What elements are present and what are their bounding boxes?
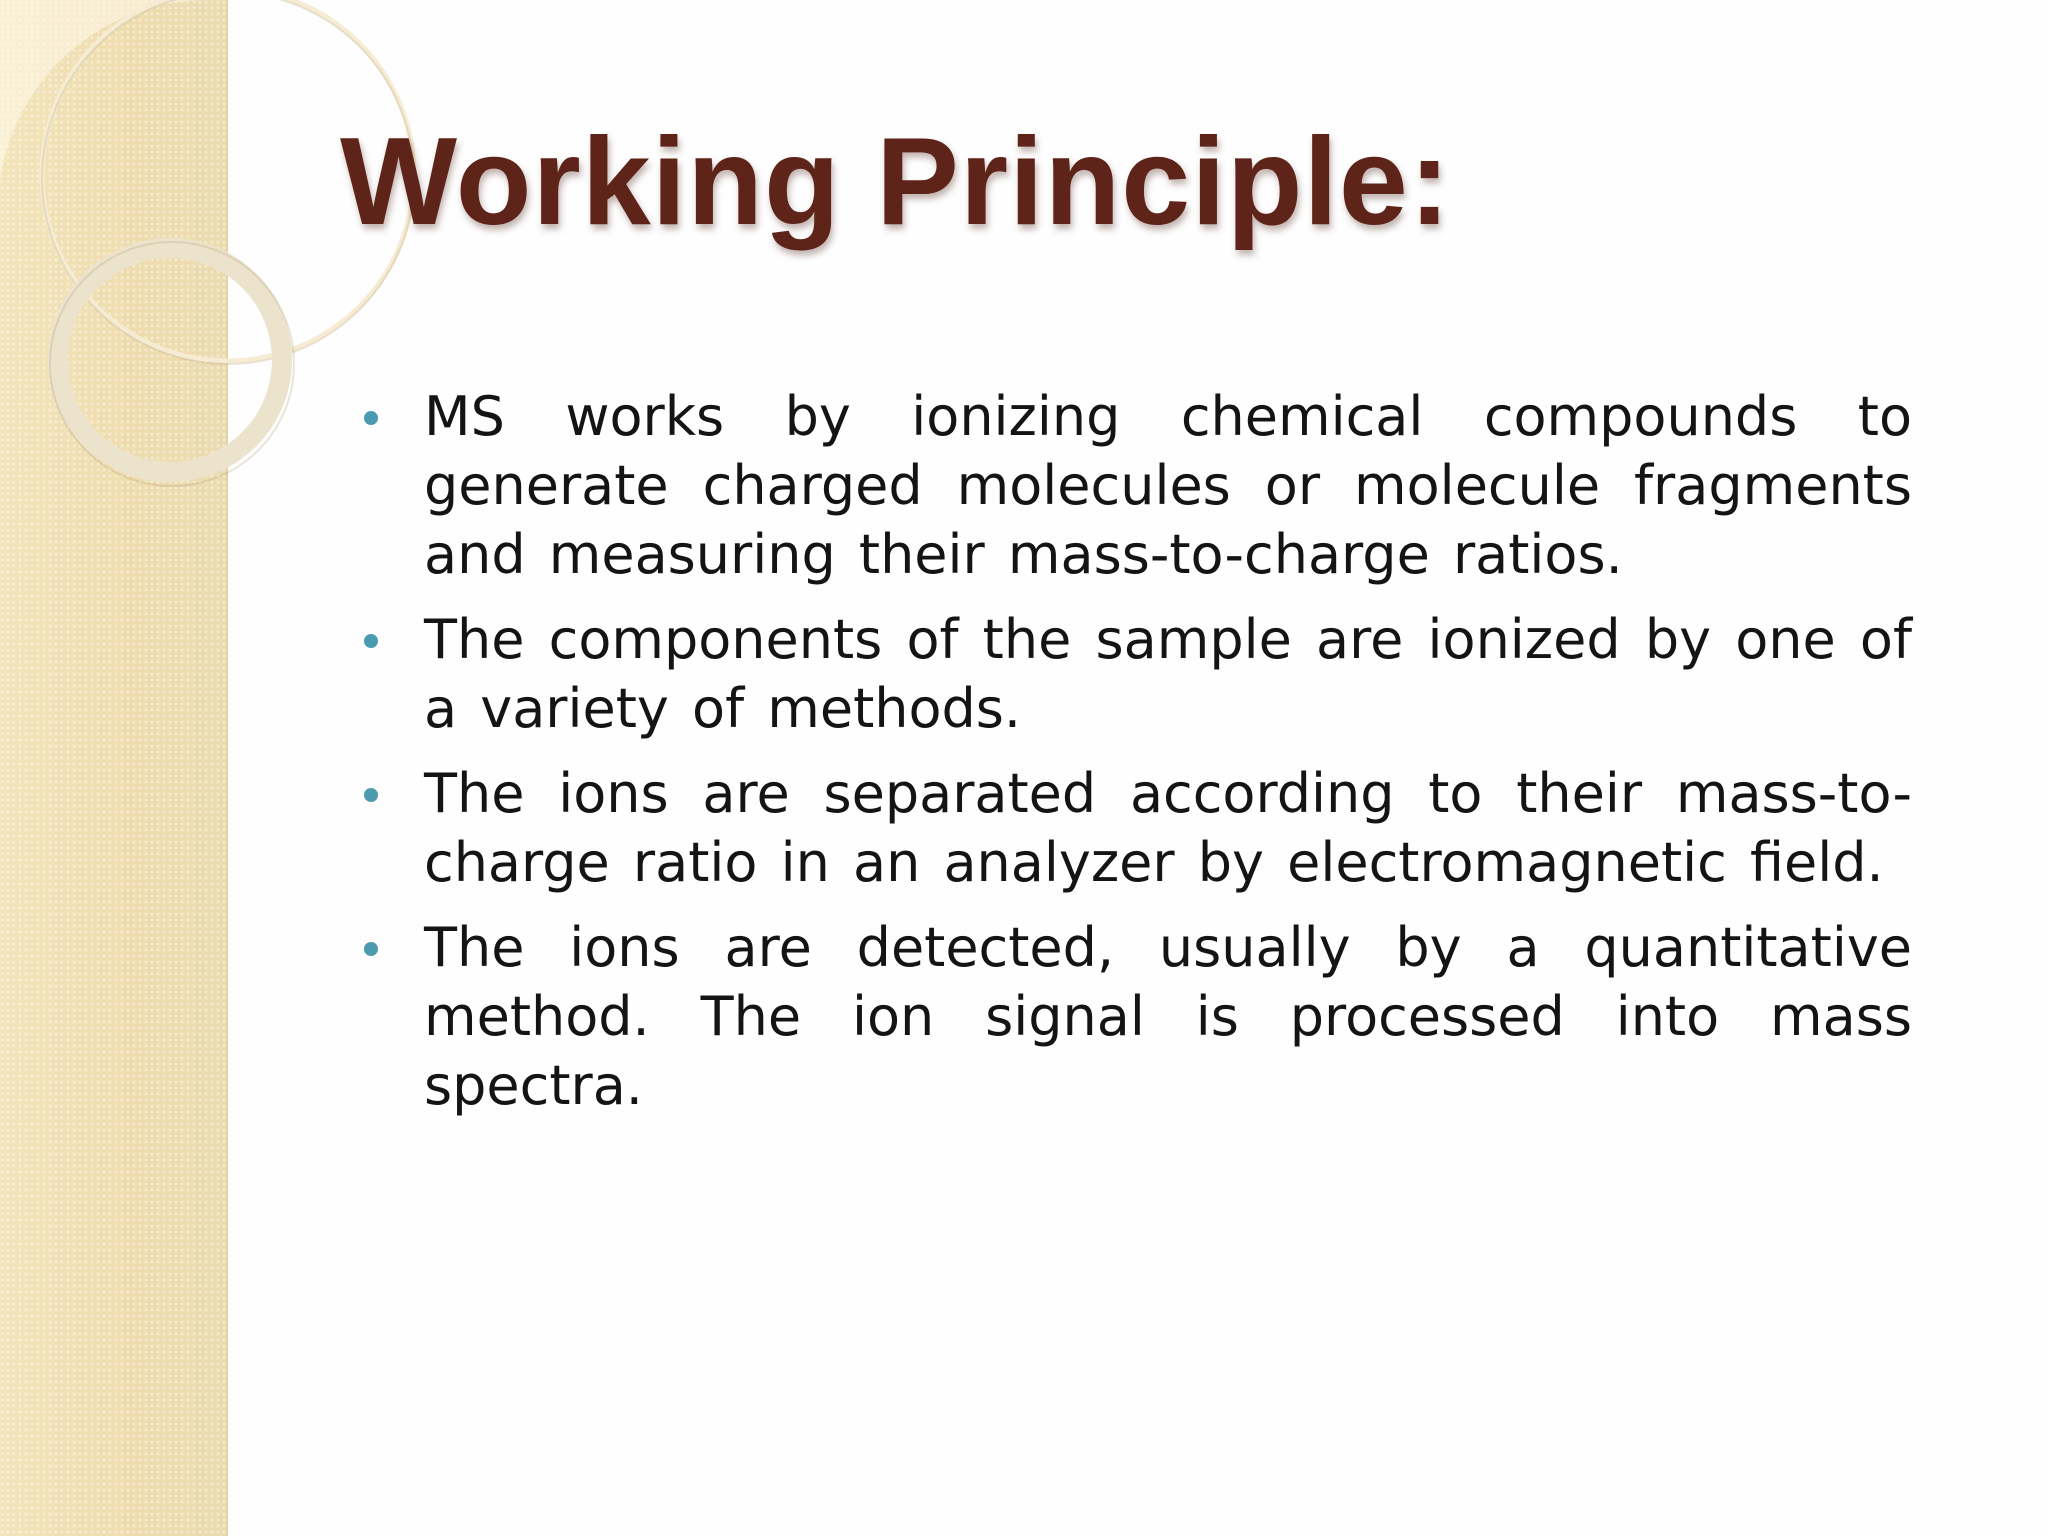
slide-title: Working Principle: bbox=[340, 113, 1452, 251]
bullet-text: The components of the sample are ionized by one of a variety of methods. bbox=[424, 608, 1912, 740]
bullet-item bbox=[352, 913, 1912, 1120]
bullet-dot-icon bbox=[364, 634, 378, 648]
bullet-item bbox=[352, 605, 1912, 743]
bullet-item bbox=[352, 759, 1912, 897]
bullet-dot-icon bbox=[364, 942, 378, 956]
decorative-rings bbox=[0, 0, 260, 520]
bullet-list bbox=[352, 382, 1912, 1136]
bullet-text: The ions are detected, usually by a quantitative method. The ion signal is processed into mass spectra. bbox=[424, 916, 1912, 1117]
bullet-text: MS works by ionizing chemical compounds to generate charged molecules or molecule fragments and measuring their mass-to-charge ratios. bbox=[424, 385, 1912, 586]
bullet-dot-icon bbox=[364, 411, 378, 425]
bullet-text: The ions are separated according to their mass-to-charge ratio in an analyzer by electromagnetic field. bbox=[424, 762, 1912, 894]
bullet-item bbox=[352, 382, 1912, 589]
bullet-dot-icon bbox=[364, 788, 378, 802]
corner-arc-shade bbox=[0, 0, 200, 180]
